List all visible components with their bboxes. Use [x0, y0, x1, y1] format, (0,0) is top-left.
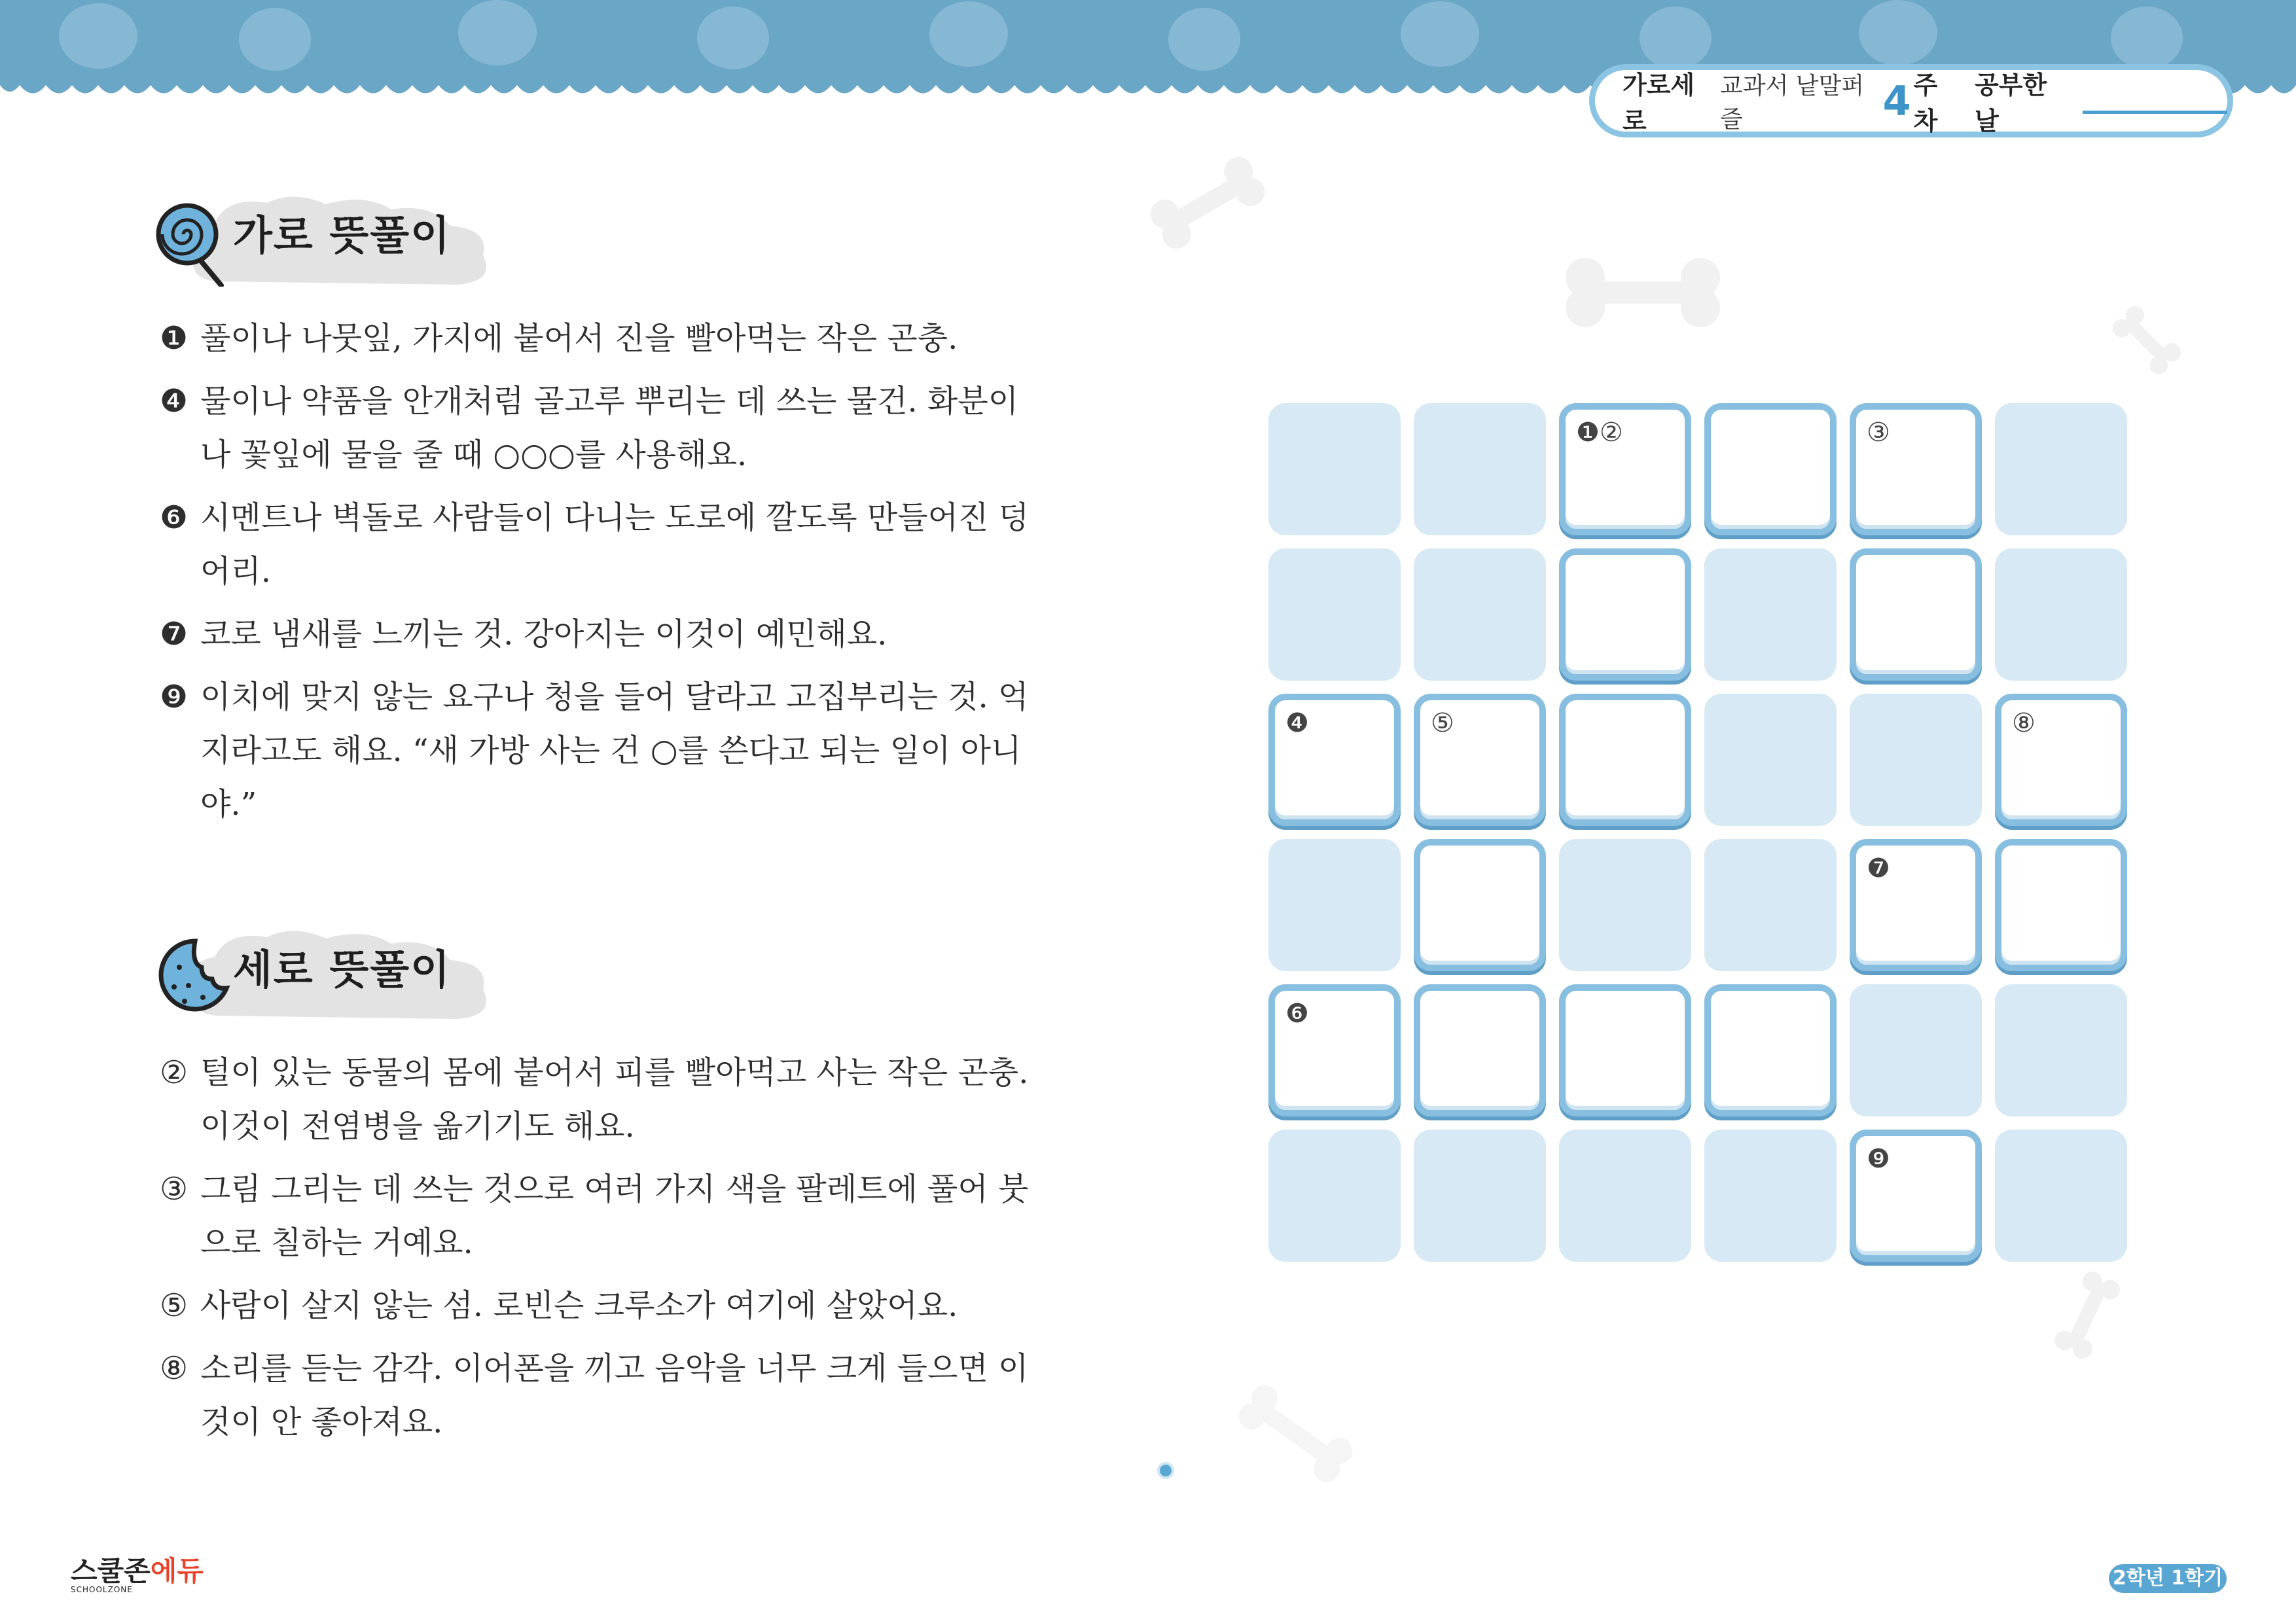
bone-icon — [2042, 1257, 2134, 1374]
clue-down-2 — [160, 1046, 1037, 1153]
clue-across-9 — [160, 670, 1037, 831]
header-title-bold: 가로세로 — [1623, 71, 1695, 135]
clue-text: 소리를 듣는 감각. 이어폰을 끼고 음악을 너무 크게 들으면 이것이 안 좋아져요. — [200, 1350, 1029, 1440]
bone-icon — [2101, 294, 2193, 386]
answer-cell[interactable] — [1559, 984, 1691, 1116]
schoolzone-logo — [71, 1550, 204, 1594]
clue-down-5 — [160, 1279, 1037, 1332]
page-dot — [1157, 1462, 1174, 1479]
down-clues — [160, 1046, 1037, 1458]
blocked-cell — [1268, 403, 1401, 535]
clue-text: 이치에 맞지 않는 요구나 청을 들어 달라고 고집부리는 것. 억지라고도 해요. “새 가방 사는 건 ○를 쓴다고 되는 일이 아니야.” — [200, 679, 1029, 823]
answer-cell[interactable] — [1559, 548, 1691, 681]
week-number: 4 — [1882, 77, 1911, 125]
blocked-cell — [1850, 694, 1982, 826]
across-heading — [156, 177, 483, 294]
cell-number: ❼ — [1867, 853, 1890, 883]
cell-number: ❾ — [1867, 1144, 1890, 1174]
clue-number: ③ — [160, 1171, 188, 1207]
clue-across-1 — [160, 312, 1037, 365]
clue-number: ⑧ — [160, 1350, 188, 1387]
header-title-rest: 교과서 낱말퍼즐 — [1720, 73, 1865, 133]
clue-number: ⑤ — [160, 1287, 188, 1324]
down-title: 세로 뜻풀이 — [233, 946, 452, 993]
week-label: 주차 — [1913, 71, 1938, 135]
answer-cell[interactable] — [1414, 839, 1546, 971]
across-title: 가로 뜻풀이 — [233, 211, 452, 259]
clue-text: 풀이나 나뭇잎, 가지에 붙어서 진을 빨아먹는 작은 곤충. — [200, 320, 958, 357]
blocked-cell — [1704, 694, 1837, 826]
answer-cell[interactable] — [1704, 984, 1837, 1116]
clue-down-3 — [160, 1162, 1037, 1270]
blocked-cell — [1268, 548, 1401, 681]
blocked-cell — [1704, 839, 1837, 971]
answer-cell[interactable] — [1850, 548, 1982, 681]
clue-down-8 — [160, 1342, 1037, 1449]
blocked-cell — [1559, 1130, 1691, 1262]
clue-text: 시멘트나 벽돌로 사람들이 다니는 도로에 깔도록 만들어진 덩어리. — [200, 499, 1030, 590]
bone-icon — [1545, 236, 1741, 347]
blocked-cell — [1995, 403, 2127, 535]
clue-text: 사람이 살지 않는 섬. 로빈슨 크루소가 여기에 살았어요. — [200, 1287, 958, 1324]
cell-number: ⑧ — [2012, 708, 2036, 738]
clue-across-4 — [160, 374, 1037, 482]
blocked-cell — [1414, 548, 1546, 681]
clue-text: 털이 있는 동물의 몸에 붙어서 피를 빨아먹고 사는 작은 곤충. 이것이 전염병을 옮기기도 해요. — [200, 1054, 1029, 1145]
clue-number: ❼ — [160, 616, 188, 652]
cookie-icon — [156, 936, 234, 1021]
clue-number: ❾ — [160, 679, 188, 715]
blocked-cell — [1414, 1130, 1546, 1262]
crossword-grid — [1268, 403, 2130, 1264]
clue-number: ❹ — [160, 383, 188, 419]
clue-text: 그림 그리는 데 쓰는 것으로 여러 가지 색을 팔레트에 풀어 붓으로 칠하는 거예요. — [200, 1171, 1029, 1261]
clue-number: ② — [160, 1054, 188, 1091]
bone-icon — [1224, 1381, 1368, 1486]
logo-main: 스쿨존 — [71, 1555, 151, 1587]
blocked-cell — [1268, 1130, 1401, 1262]
answer-cell[interactable] — [1850, 839, 1982, 971]
logo-sub: SCHOOLZONE — [71, 1585, 133, 1594]
answer-cell[interactable] — [1268, 984, 1401, 1116]
blocked-cell — [1850, 984, 1982, 1116]
answer-cell[interactable] — [1268, 694, 1401, 826]
blocked-cell — [1414, 403, 1546, 535]
study-day-label: 공부한 날 — [1975, 71, 2047, 135]
across-clues — [160, 312, 1037, 840]
answer-cell[interactable] — [1850, 1130, 1982, 1262]
blocked-cell — [1995, 548, 2127, 681]
cell-number: ❻ — [1285, 999, 1309, 1029]
blocked-cell — [1704, 1130, 1837, 1262]
clue-across-6 — [160, 491, 1037, 598]
blocked-cell — [1268, 839, 1401, 971]
blocked-cell — [1704, 548, 1837, 681]
logo-edu: 에듀 — [150, 1555, 204, 1587]
grade-tag: 2학년 1학기 — [2109, 1564, 2227, 1593]
answer-cell[interactable] — [1850, 403, 1982, 535]
answer-cell[interactable] — [1414, 694, 1546, 826]
cell-number: ❹ — [1285, 708, 1309, 738]
clue-text: 코로 냄새를 느끼는 것. 강아지는 이것이 예민해요. — [200, 616, 888, 652]
clue-number: ❶ — [160, 320, 188, 357]
cell-number: ❶② — [1576, 418, 1623, 448]
blocked-cell — [1995, 1130, 2127, 1262]
lollipop-icon — [156, 202, 228, 287]
blocked-cell — [1559, 839, 1691, 971]
answer-cell[interactable] — [1995, 694, 2127, 826]
cell-number: ③ — [1867, 418, 1890, 448]
cell-number: ⑤ — [1431, 708, 1454, 738]
answer-cell[interactable] — [1414, 984, 1546, 1116]
down-heading — [156, 911, 483, 1029]
answer-cell[interactable] — [1995, 839, 2127, 971]
clue-across-7 — [160, 607, 1037, 661]
blocked-cell — [1995, 984, 2127, 1116]
clue-text: 물이나 약품을 안개처럼 골고루 뿌리는 데 쓰는 물건. 화분이 나 꽃잎에 물을 줄 때 ○○○를 사용해요. — [200, 383, 1019, 473]
bone-icon — [1132, 151, 1283, 255]
answer-cell[interactable] — [1559, 403, 1691, 535]
study-header-badge — [1589, 64, 2233, 137]
answer-cell[interactable] — [1704, 403, 1837, 535]
study-day-blank[interactable] — [2083, 88, 2227, 114]
answer-cell[interactable] — [1559, 694, 1691, 826]
clue-number: ❻ — [160, 499, 188, 536]
